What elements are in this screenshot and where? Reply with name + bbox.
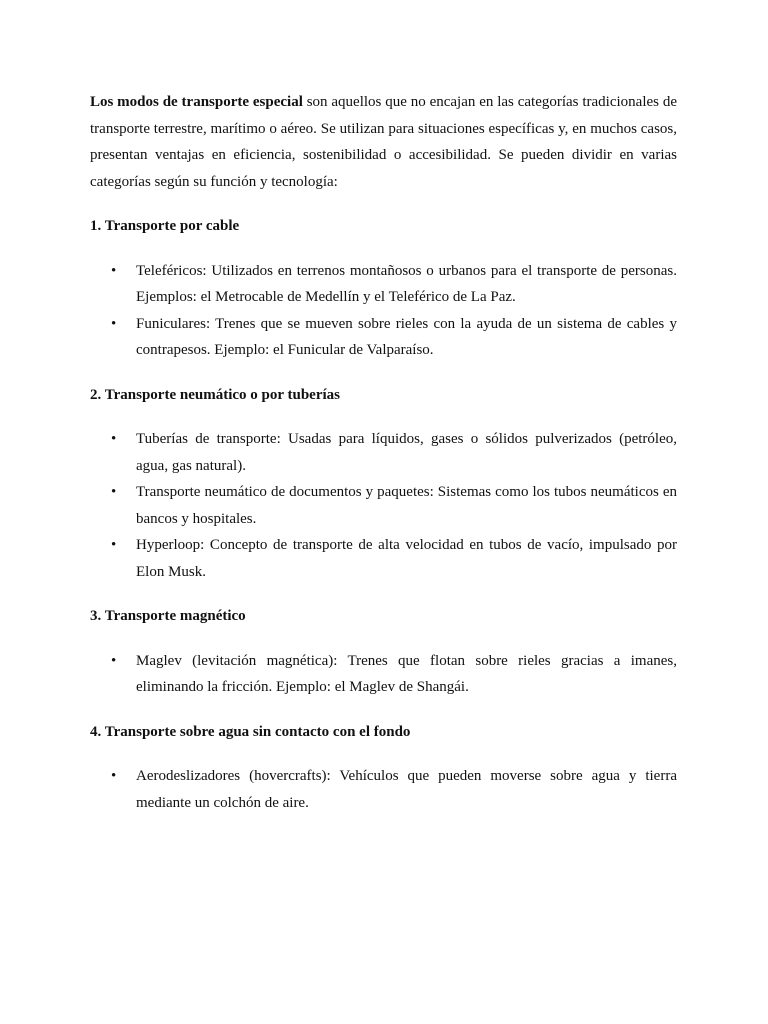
- section-heading: 3. Transporte magnético: [90, 608, 246, 624]
- list-item: [90, 258, 677, 311]
- bullet-icon: •: [111, 768, 117, 784]
- intro-text: son aquellos que no encajan en las categorías tradicionales de transporte terrestre, marítimo o aéreo. Se utilizan para situaciones específicas y, en muchos casos, presentan ventajas en eficiencia, sostenibilidad o accesibilidad. Se pueden dividir en varias categorías según su función y tecnología:: [90, 94, 677, 190]
- bullet-list: [90, 648, 677, 701]
- intro-paragraph: [90, 89, 677, 195]
- document-page: [90, 89, 677, 834]
- bullet-list: [90, 763, 677, 816]
- list-item: [90, 763, 677, 816]
- list-item: [90, 426, 677, 479]
- list-item-text: Teleféricos: Utilizados en terrenos montañosos o urbanos para el transporte de personas. Ejemplos: el Metrocable de Medellín y el Teleférico de La Paz.: [136, 262, 677, 305]
- section-heading: 2. Transporte neumático o por tuberías: [90, 386, 340, 403]
- bullet-icon: •: [111, 484, 117, 500]
- list-item: [90, 532, 677, 585]
- bullet-list: [90, 258, 677, 364]
- bullet-icon: •: [111, 262, 117, 279]
- section-heading: 1. Transporte por cable: [90, 218, 240, 234]
- list-item-text: Maglev (levitación magnética): Trenes que flotan sobre rieles gracias a imanes, eliminando la fricción. Ejemplo: el Maglev de Shangái.: [136, 652, 677, 695]
- bullet-icon: •: [111, 315, 117, 332]
- list-item-text: Transporte neumático de documentos y paquetes: Sistemas como los tubos neumáticos en bancos y hospitales.: [136, 484, 677, 527]
- section-cable: [90, 213, 677, 364]
- list-item: [90, 648, 677, 701]
- bullet-icon: •: [111, 652, 117, 669]
- section-pneumatic: [90, 382, 677, 586]
- intro-lead-bold: Los modos de transporte especial: [90, 94, 303, 110]
- bullet-list: [90, 426, 677, 585]
- list-item: [90, 311, 677, 364]
- list-item-text: Tuberías de transporte: Usadas para líquidos, gases o sólidos pulverizados (petróleo, agua, gas natural).: [136, 431, 677, 474]
- section-water: [90, 719, 677, 817]
- list-item-text: Aerodeslizadores (hovercrafts): Vehículos que pueden moverse sobre agua y tierra mediante un colchón de aire.: [136, 768, 677, 811]
- list-item-text: Hyperloop: Concepto de transporte de alta velocidad en tubos de vacío, impulsado por Elon Musk.: [136, 537, 677, 580]
- section-magnetic: [90, 603, 677, 701]
- bullet-icon: •: [111, 431, 117, 447]
- bullet-icon: •: [111, 537, 117, 553]
- list-item: [90, 479, 677, 532]
- section-heading: 4. Transporte sobre agua sin contacto con el fondo: [90, 723, 411, 740]
- list-item-text: Funiculares: Trenes que se mueven sobre rieles con la ayuda de un sistema de cables y contrapesos. Ejemplo: el Funicular de Valparaíso.: [136, 315, 677, 358]
